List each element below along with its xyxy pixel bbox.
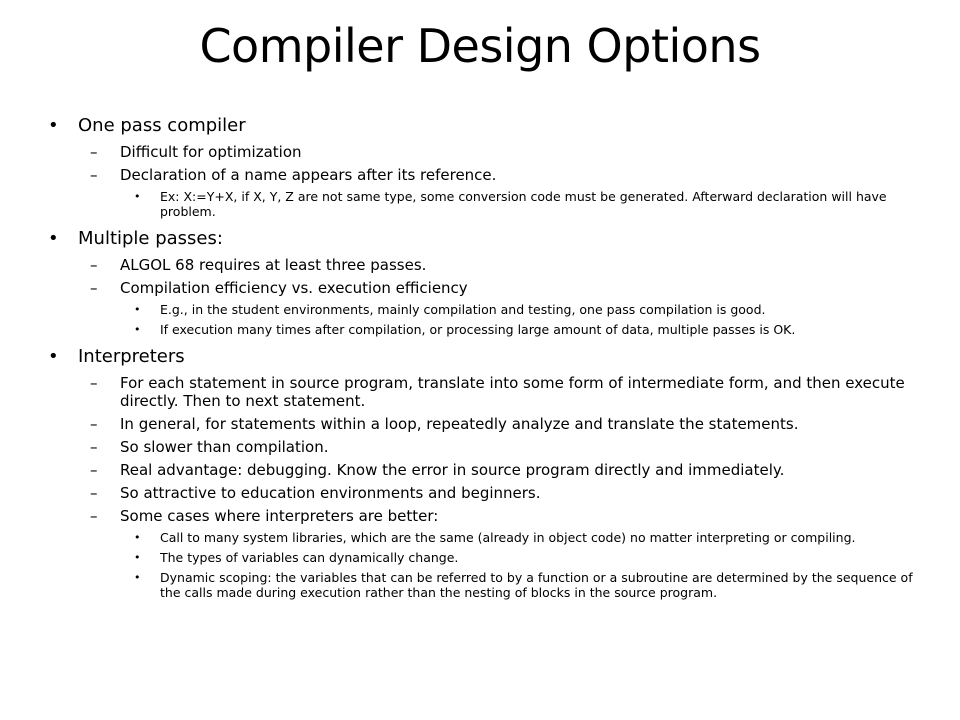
bullet-marker: – — [90, 438, 98, 456]
sub-list-item — [48, 550, 928, 565]
list-item — [48, 166, 928, 184]
list-item — [48, 438, 928, 456]
bullet-text: One pass compiler — [78, 115, 246, 136]
bullet-text: If execution many times after compilation, or processing large amount of data, multiple passes is OK. — [160, 322, 796, 337]
sub-list-item — [48, 302, 928, 317]
bullet-text: So slower than compilation. — [120, 438, 329, 456]
list-item — [48, 143, 928, 161]
bullet-text: Difficult for optimization — [120, 143, 302, 161]
bullet-marker: • — [48, 115, 59, 136]
bullet-marker: – — [90, 461, 98, 479]
section-heading — [48, 227, 928, 251]
bullet-text: ALGOL 68 requires at least three passes. — [120, 256, 427, 274]
bullet-text: Declaration of a name appears after its reference. — [120, 166, 497, 184]
bullet-text: Call to many system libraries, which are the same (already in object code) no matter interpreting or compiling. — [160, 530, 856, 545]
bullet-marker: • — [134, 323, 141, 336]
bullet-text: Compilation efficiency vs. execution efficiency — [120, 279, 468, 297]
bullet-marker: – — [90, 484, 98, 502]
list-item — [48, 484, 928, 502]
bullet-marker: • — [134, 551, 141, 564]
list-item — [48, 256, 928, 274]
bullet-text: The types of variables can dynamically change. — [160, 550, 459, 565]
list-item — [48, 279, 928, 297]
slide-title: Compiler Design Options — [199, 19, 761, 73]
bullet-marker: • — [134, 303, 141, 316]
bullet-text: Ex: X:=Y+X, if X, Y, Z are not same type, some conversion code must be generated. Afterward declaration will have problem. — [160, 189, 887, 219]
list-item — [48, 507, 928, 525]
bullet-marker: • — [48, 228, 59, 249]
sub-list-item — [48, 189, 928, 219]
bullet-text: Real advantage: debugging. Know the error in source program directly and immediately. — [120, 461, 785, 479]
bullet-text: So attractive to education environments and beginners. — [120, 484, 541, 502]
sub-list-item — [48, 322, 928, 337]
section-heading — [48, 114, 928, 138]
bullet-text: In general, for statements within a loop, repeatedly analyze and translate the statements. — [120, 415, 799, 433]
list-item — [48, 461, 928, 479]
bullet-marker: – — [90, 415, 98, 433]
bullet-marker: • — [134, 571, 141, 584]
bullet-marker: – — [90, 166, 98, 184]
bullet-marker: • — [134, 190, 141, 203]
bullet-text: E.g., in the student environments, mainly compilation and testing, one pass compilation is good. — [160, 302, 766, 317]
slide-content — [48, 114, 928, 600]
bullet-marker: – — [90, 279, 98, 297]
bullet-text: Multiple passes: — [78, 228, 223, 249]
bullet-marker: • — [134, 531, 141, 544]
bullet-marker: – — [90, 256, 98, 274]
sub-list-item — [48, 530, 928, 545]
bullet-text: Interpreters — [78, 346, 185, 367]
bullet-text: Some cases where interpreters are better: — [120, 507, 439, 525]
bullet-text: Dynamic scoping: the variables that can be referred to by a function or a subroutine are determined by the sequence of the calls made during execution rather than the nesting of blocks in the source program. — [160, 570, 913, 600]
bullet-marker: – — [90, 507, 98, 525]
list-item — [48, 415, 928, 433]
bullet-marker: – — [90, 374, 98, 392]
sub-list-item — [48, 570, 928, 600]
list-item — [48, 374, 928, 410]
bullet-text: For each statement in source program, translate into some form of intermediate form, and then execute directly. Then to next statement. — [120, 374, 905, 410]
bullet-marker: • — [48, 346, 59, 367]
section-heading — [48, 345, 928, 369]
bullet-marker: – — [90, 143, 98, 161]
